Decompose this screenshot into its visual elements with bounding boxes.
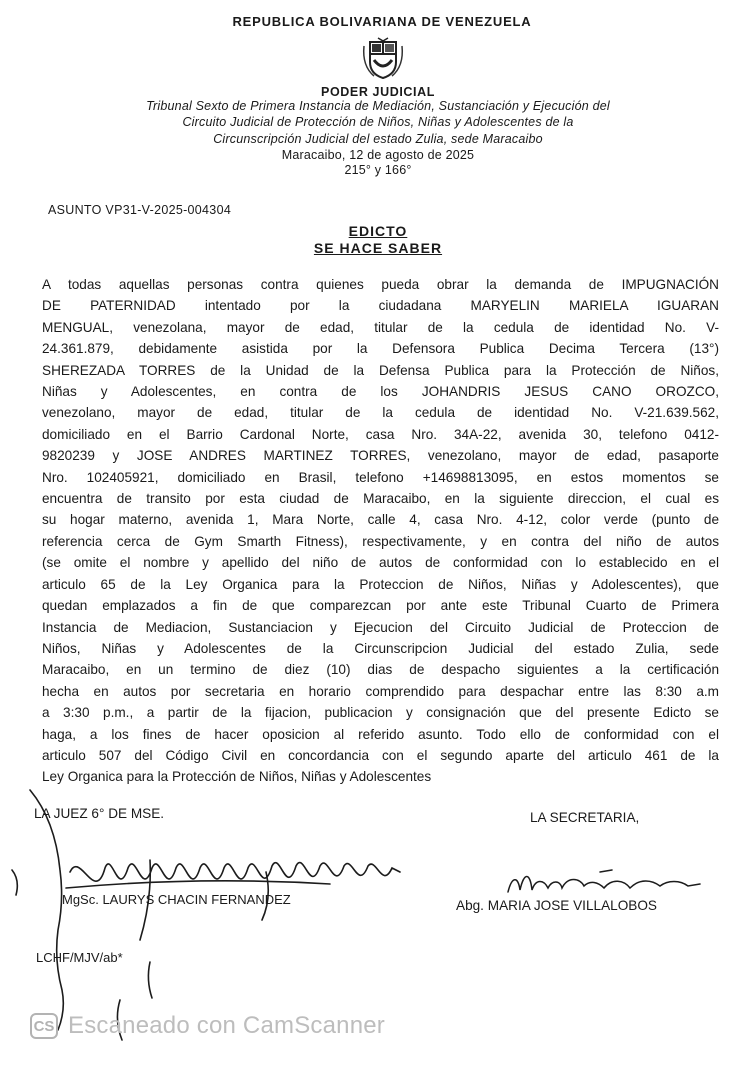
body-line: A todas aquellas personas contra quienes pueda obrar la demanda de IMPUGNACIÓN [42, 277, 719, 292]
secretary-signature [508, 870, 700, 892]
venezuela-coat-of-arms-icon [360, 36, 406, 82]
body-line: haga, a los fines de hacer oposicion al referido asunto. Todo ello de conformidad con el [42, 726, 719, 742]
body-line: articulo 65 de la Ley Organica para la Proteccion de Niños, Niñas y Adolescentes), que [42, 576, 719, 592]
document-initials: LCHF/MJV/ab* [36, 950, 123, 965]
case-number: ASUNTO VP31-V-2025-004304 [48, 203, 232, 217]
body-line: DE PATERNIDAD intentado por la ciudadana MARYELIN MARIELA IGUARAN [42, 298, 719, 314]
judicial-power-heading: PODER JUDICIAL [321, 85, 435, 99]
document-title: EDICTO [348, 223, 408, 239]
tribunal-line-3: Circunscripción Judicial del estado Zulia, sede Maracaibo [213, 132, 543, 146]
tribunal-line-1: Tribunal Sexto de Primera Instancia de Mediación, Sustanciación y Ejecución del [146, 99, 610, 113]
watermark-text: Escaneado con CamScanner [68, 1012, 385, 1039]
body-line: Niñas y Adolescentes, en contra de los JOHANDRIS JESUS CANO OROZCO, [42, 384, 719, 400]
body-line: Instancia de Mediacion, Sustanciacion y Ejecucion del Circuito Judicial de Proteccion de [42, 619, 719, 635]
camscanner-watermark [30, 1010, 385, 1042]
edict-body [42, 274, 719, 788]
body-line: Maracaibo, en un termino de diez (10) dias de despacho siguientes a la certificación [42, 662, 719, 678]
document-subtitle: SE HACE SABER [313, 240, 443, 256]
body-line: SHEREZADA TORRES de la Unidad de la Defensa Publica para la Protección de Niños, [42, 362, 719, 378]
republic-heading: REPUBLICA BOLIVARIANA DE VENEZUELA [232, 14, 532, 29]
body-line: (se omite el nombre y apellido del niño de autos de conformidad con lo establecido en el [42, 555, 719, 571]
body-line: articulo 507 del Código Civil en concordancia con el segundo aparte del articulo 461 de la [42, 747, 719, 763]
body-line: hecha en autos por secretaria en horario comprendido para despachar entre las 8:30 a.m [42, 683, 719, 699]
document-date: Maracaibo, 12 de agosto de 2025 [281, 148, 475, 162]
body-line: a 3:30 p.m., a partir de la fijacion, publicacion y consignación que del presente Edicto se [42, 705, 719, 721]
secretary-name: Abg. MARIA JOSE VILLALOBOS [456, 898, 657, 913]
body-line: su hogar materno, avenida 1, Mara Norte, calle 4, casa Nro. 4-12, color verde (punto de [42, 512, 719, 528]
body-line: quedan emplazados a fin de que comparezcan por ante este Tribunal Cuarto de Primera [42, 598, 719, 614]
judge-title: LA JUEZ 6° DE MSE. [34, 806, 165, 821]
judge-name: MgSc. LAURYS CHACIN FERNANDEZ [62, 892, 291, 907]
body-line: 9820239 y JOSE ANDRES MARTINEZ TORRES, venezolano, mayor de edad, pasaporte [42, 448, 719, 464]
years-line: 215° y 166° [344, 163, 412, 177]
secretary-title: LA SECRETARIA, [530, 810, 640, 825]
judge-signature [12, 790, 400, 1040]
body-line: 24.361.879, debidamente asistida por la Defensora Publica Decima Tercera (13°) [42, 341, 719, 357]
body-line: referencia cerca de Gym Smarth Fitness), respectivamente, y en contra del niño de autos [42, 533, 719, 549]
tribunal-line-2: Circuito Judicial de Protección de Niños, Niñas y Adolescentes de la [182, 115, 574, 129]
body-line: venezolano, mayor de edad, titular de la cedula de identidad No. V-21.639.562, [42, 405, 719, 421]
body-line: Ley Organica para la Protección de Niños, Niñas y Adolescentes [42, 769, 432, 785]
body-line: MENGUAL, venezolana, mayor de edad, titular de la cedula de identidad No. V- [42, 319, 719, 335]
body-line: encuentra de transito por esta ciudad de Maracaibo, en la siguiente direccion, el cual es [42, 491, 719, 507]
body-line: domiciliado en el Barrio Cardonal Norte, casa Nro. 34A-22, avenida 30, telefono 0412- [42, 426, 719, 442]
body-line: Nro. 102405921, domiciliado en Brasil, telefono +14698813095, en estos momentos se [42, 469, 719, 485]
camscanner-logo-icon: CS [30, 1013, 58, 1039]
body-line: Niños, Niñas y Adolescentes de la Circunscripcion Judicial del estado Zulia, sede [42, 640, 719, 656]
